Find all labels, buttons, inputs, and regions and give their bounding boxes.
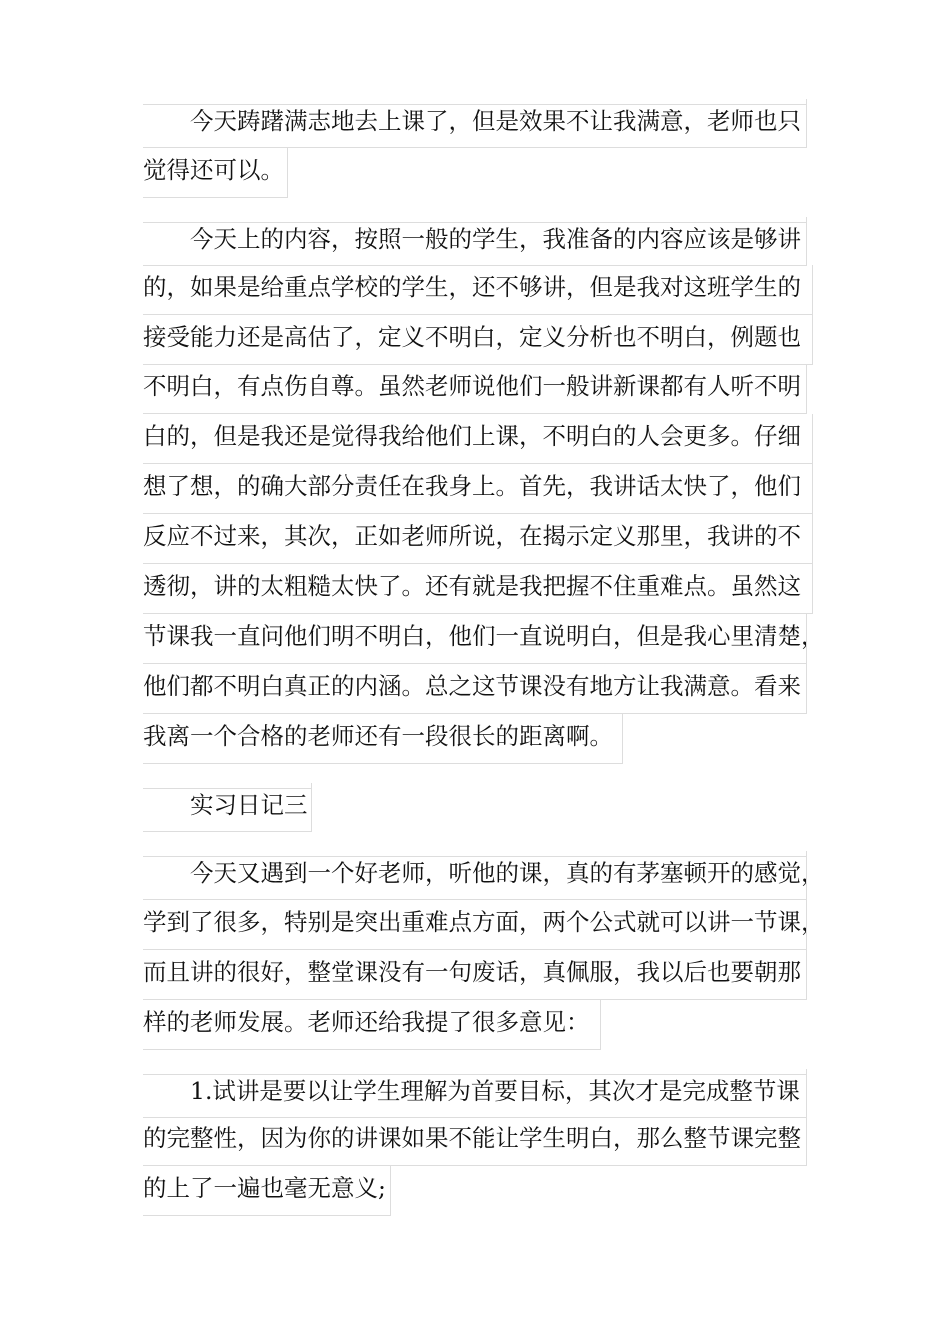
paragraph-4-line-2: 的完整性，因为你的讲课如果不能让学生明白，那么整节课完整 (143, 1122, 807, 1154)
paragraph-2-line-3: 接受能力还是高估了，定义不明白，定义分析也不明白，例题也 (143, 321, 813, 353)
paragraph-2-line-1: 今天上的内容，按照一般的学生，我准备的内容应该是够讲 (143, 222, 807, 254)
paragraph-3-line-4: 样的老师发展。老师还给我提了很多意见： (143, 1006, 601, 1038)
section-heading: 实习日记三 (143, 788, 312, 820)
paragraph-2-line-4: 不明白，有点伤自尊。虽然老师说他们一般讲新课都有人听不明 (143, 370, 807, 402)
paragraph-2-line-8: 透彻，讲的太粗糙太快了。还有就是我把握不住重难点。虽然这 (143, 570, 813, 602)
paragraph-2-line-9: 节课我一直问他们明不明白，他们一直说明白，但是我心里清楚， (143, 622, 825, 650)
paragraph-3-line-3: 而且讲的很好，整堂课没有一句废话，真佩服，我以后也要朝那 (143, 956, 807, 988)
paragraph-4-line-1: 1.试讲是要以让学生理解为首要目标，其次才是完成整节课 (143, 1074, 807, 1106)
paragraph-1-line-2: 觉得还可以。 (143, 154, 288, 186)
paragraph-2-line-6: 想了想，的确大部分责任在我身上。首先，我讲话太快了，他们 (143, 470, 813, 502)
paragraph-1-line-1: 今天踌躇满志地去上课了，但是效果不让我满意，老师也只 (143, 104, 807, 136)
paragraph-4-line-3: 的上了一遍也毫无意义; (143, 1172, 391, 1204)
paragraph-2-line-10: 他们都不明白真正的内涵。总之这节课没有地方让我满意。看来 (143, 670, 807, 702)
paragraph-3-line-1: 今天又遇到一个好老师，听他的课，真的有茅塞顿开的感觉， (143, 856, 807, 888)
paragraph-2-line-11: 我离一个合格的老师还有一段很长的距离啊。 (143, 720, 623, 752)
paragraph-2-line-2: 的，如果是给重点学校的学生，还不够讲，但是我对这班学生的 (143, 271, 813, 303)
paragraph-2-line-5: 白的，但是我还是觉得我给他们上课，不明白的人会更多。仔细 (143, 420, 813, 452)
paragraph-3-line-2: 学到了很多，特别是突出重难点方面，两个公式就可以讲一节课， (143, 908, 825, 936)
paragraph-2-line-7: 反应不过来，其次，正如老师所说，在揭示定义那里，我讲的不 (143, 520, 813, 552)
